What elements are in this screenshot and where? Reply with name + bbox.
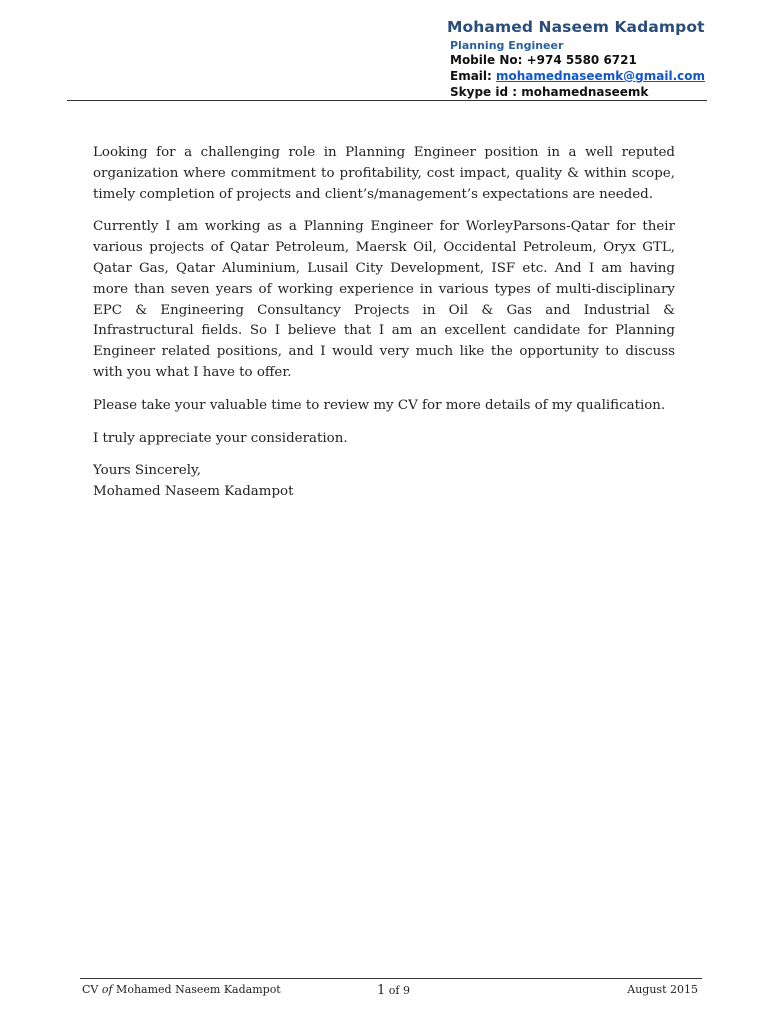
footer-divider <box>80 978 702 979</box>
paragraph-2: Currently I am working as a Planning Engineer for WorleyParsons-Qatar for their various projects of Qatar Petroleum, Maersk Oil, Occidental Petroleum, Oryx GTL, Qatar Gas, Qatar Aluminium, Lusail City Development, ISF etc. And I am having more than seven years of working experience in various types of multi-disciplinary EPC & Engineering Consultancy Projects in Oil & Gas and Industrial & Infrastructural fields. So I believe that I am an excellent candidate for Planning Engineer related positions, and I would very much like the opportunity to discuss with you what I have to offer. <box>93 219 675 380</box>
paragraph-3: Please take your valuable time to review my CV for more details of my qualification. <box>93 397 666 413</box>
footer-doc-label <box>82 983 281 996</box>
footer-name: Mohamed Naseem Kadampot <box>112 983 281 996</box>
mobile-label: Mobile No: <box>450 53 523 67</box>
signature-name: Mohamed Naseem Kadampot <box>93 484 294 500</box>
skype-line: Skype id : mohamednaseemk <box>450 85 649 99</box>
letter-header <box>447 18 747 100</box>
email-label: Email: <box>450 69 492 83</box>
paragraph-4: I truly appreciate your consideration. <box>93 430 348 446</box>
letter-body <box>93 143 675 503</box>
footer-of: of <box>101 983 113 996</box>
paragraph-1: Looking for a challenging role in Planning Engineer position in a well reputed organization where commitment to profitability, cost impact, quality & within scope, timely completion of projects and client’s/management’s expectations are needed. <box>93 145 675 202</box>
mobile-line <box>447 53 747 68</box>
mobile-value: +974 5580 6721 <box>522 53 637 67</box>
email-line <box>447 69 747 84</box>
footer-cv: CV <box>82 983 102 996</box>
page-number: 1 <box>377 983 386 998</box>
email-link[interactable]: mohamednaseemk@gmail.com <box>496 69 706 83</box>
sender-title: Planning Engineer <box>450 39 564 52</box>
footer-date: August 2015 <box>627 983 698 996</box>
page-footer <box>82 983 698 999</box>
page-indicator <box>377 983 410 998</box>
page-total: of 9 <box>385 984 410 997</box>
header-divider <box>67 100 707 101</box>
closing: Yours Sincerely, <box>93 463 202 479</box>
sender-name: Mohamed Naseem Kadampot <box>447 18 705 36</box>
